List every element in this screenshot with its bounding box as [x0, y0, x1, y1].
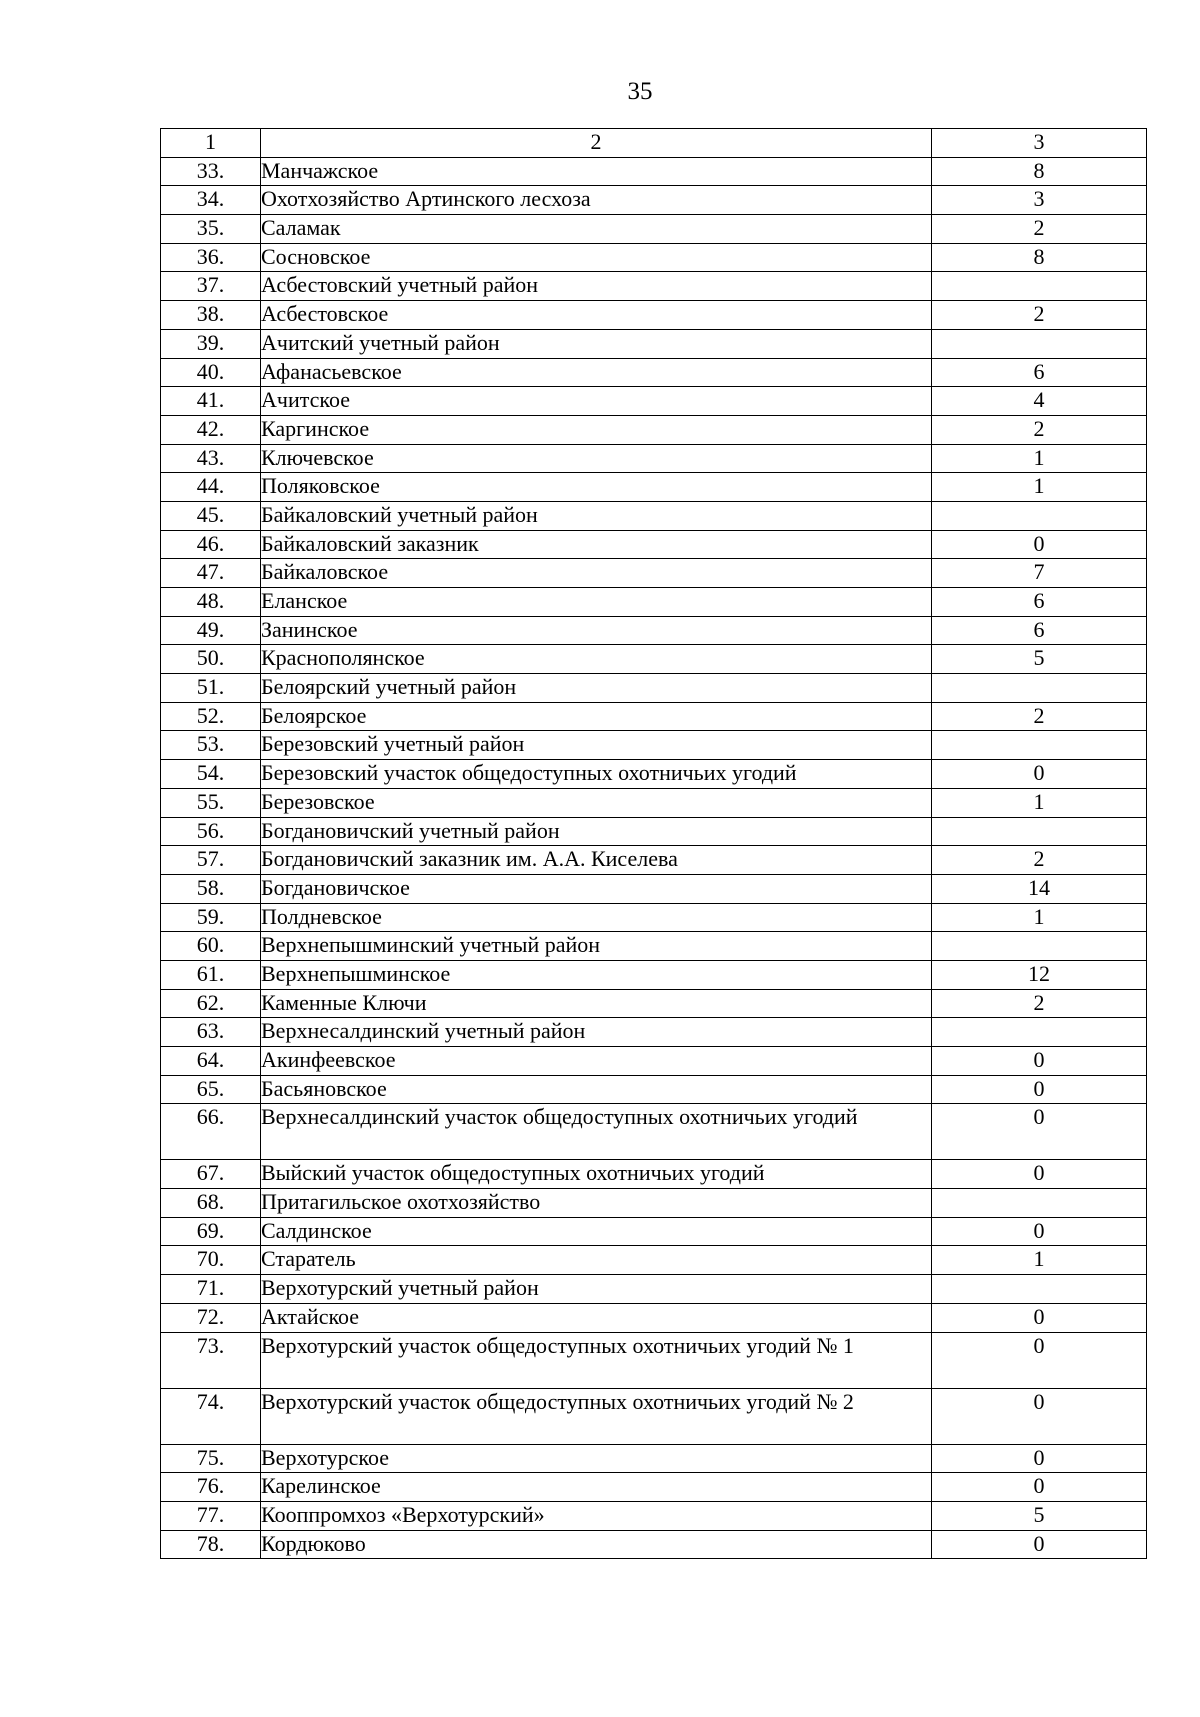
row-number: 42.: [161, 415, 261, 444]
row-number: 49.: [161, 616, 261, 645]
row-name: Краснополянское: [261, 645, 932, 674]
row-name: Афанасьевское: [261, 358, 932, 387]
row-value: 6: [932, 616, 1147, 645]
row-value: 2: [932, 702, 1147, 731]
row-number: 68.: [161, 1189, 261, 1218]
row-value: 0: [932, 760, 1147, 789]
table-row: [161, 1303, 1147, 1332]
table-row: [161, 1444, 1147, 1473]
table-row: [161, 473, 1147, 502]
row-name: Саламак: [261, 215, 932, 244]
table-row: [161, 1160, 1147, 1189]
table-row: [161, 301, 1147, 330]
row-value: 5: [932, 645, 1147, 674]
row-name: Байкаловский заказник: [261, 530, 932, 559]
row-name: Охотхозяйство Артинского лесхоза: [261, 186, 932, 215]
row-number: 38.: [161, 301, 261, 330]
table-row: [161, 1018, 1147, 1047]
table-row: [161, 329, 1147, 358]
table-row: [161, 1246, 1147, 1275]
row-value: 1: [932, 1246, 1147, 1275]
table-row: [161, 1217, 1147, 1246]
table-row: [161, 874, 1147, 903]
table-row: [161, 1275, 1147, 1304]
row-number: 54.: [161, 760, 261, 789]
row-number: 75.: [161, 1444, 261, 1473]
table-row: [161, 645, 1147, 674]
row-name: Акинфеевское: [261, 1047, 932, 1076]
row-number: 45.: [161, 501, 261, 530]
row-number: 44.: [161, 473, 261, 502]
row-number: 63.: [161, 1018, 261, 1047]
row-value: 14: [932, 874, 1147, 903]
row-value: 2: [932, 301, 1147, 330]
row-value: 0: [932, 530, 1147, 559]
row-name: Сосновское: [261, 243, 932, 272]
table-row: [161, 731, 1147, 760]
row-name: Выйский участок общедоступных охотничьих угодий: [261, 1160, 932, 1189]
row-name: Ключевское: [261, 444, 932, 473]
row-name: Байкаловский учетный район: [261, 501, 932, 530]
row-value: 3: [932, 186, 1147, 215]
row-value: 1: [932, 444, 1147, 473]
row-value: 0: [932, 1047, 1147, 1076]
row-number: 57.: [161, 846, 261, 875]
row-number: 70.: [161, 1246, 261, 1275]
row-name: Карелинское: [261, 1473, 932, 1502]
row-number: 37.: [161, 272, 261, 301]
row-number: 61.: [161, 960, 261, 989]
table-row: [161, 960, 1147, 989]
row-value: [932, 674, 1147, 703]
table-row: [161, 157, 1147, 186]
table-row: [161, 415, 1147, 444]
row-value: 0: [932, 1530, 1147, 1559]
row-name: Березовское: [261, 788, 932, 817]
row-number: 55.: [161, 788, 261, 817]
table-row: [161, 1530, 1147, 1559]
table-row: [161, 702, 1147, 731]
row-name: Богдановичский заказник им. А.А. Киселева: [261, 846, 932, 875]
table-body: [161, 129, 1147, 1559]
row-number: 60.: [161, 932, 261, 961]
table-row: [161, 989, 1147, 1018]
table-row: [161, 846, 1147, 875]
table-row: [161, 588, 1147, 617]
table-row: [161, 272, 1147, 301]
row-value: [932, 731, 1147, 760]
row-name: Поляковское: [261, 473, 932, 502]
table-row: [161, 1075, 1147, 1104]
table-row: [161, 559, 1147, 588]
table-row: [161, 1388, 1147, 1444]
row-name: Верхнепышминский учетный район: [261, 932, 932, 961]
row-value: 2: [932, 215, 1147, 244]
row-name: Полдневское: [261, 903, 932, 932]
row-number: 35.: [161, 215, 261, 244]
table-row: [161, 1189, 1147, 1218]
row-value: [932, 932, 1147, 961]
row-number: 62.: [161, 989, 261, 1018]
row-value: 0: [932, 1332, 1147, 1388]
row-value: 12: [932, 960, 1147, 989]
row-name: Верхнесалдинский участок общедоступных охотничьих угодий: [261, 1104, 932, 1160]
row-value: 0: [932, 1104, 1147, 1160]
row-number: 52.: [161, 702, 261, 731]
row-value: 8: [932, 243, 1147, 272]
row-name: Еланское: [261, 588, 932, 617]
table-row: [161, 501, 1147, 530]
row-number: 71.: [161, 1275, 261, 1304]
row-name: Асбестовское: [261, 301, 932, 330]
row-number: 73.: [161, 1332, 261, 1388]
table-row: [161, 760, 1147, 789]
row-value: 0: [932, 1217, 1147, 1246]
row-value: 5: [932, 1501, 1147, 1530]
row-number: 78.: [161, 1530, 261, 1559]
page-number: 35: [627, 78, 653, 105]
row-number: 34.: [161, 186, 261, 215]
row-value: 1: [932, 473, 1147, 502]
row-value: [932, 329, 1147, 358]
row-number: 77.: [161, 1501, 261, 1530]
row-value: [932, 501, 1147, 530]
row-value: 0: [932, 1444, 1147, 1473]
row-value: 1: [932, 788, 1147, 817]
row-value: 6: [932, 588, 1147, 617]
row-number: 64.: [161, 1047, 261, 1076]
row-name: Кордюково: [261, 1530, 932, 1559]
row-number: 53.: [161, 731, 261, 760]
row-number: 66.: [161, 1104, 261, 1160]
table-row: [161, 932, 1147, 961]
row-value: 8: [932, 157, 1147, 186]
row-number: 46.: [161, 530, 261, 559]
row-name: Богдановичский учетный район: [261, 817, 932, 846]
row-value: 6: [932, 358, 1147, 387]
table-row: [161, 903, 1147, 932]
row-name: Верхотурское: [261, 1444, 932, 1473]
header-cell-2: 2: [261, 129, 932, 158]
row-number: 43.: [161, 444, 261, 473]
row-value: 1: [932, 903, 1147, 932]
table-row: [161, 215, 1147, 244]
row-number: 48.: [161, 588, 261, 617]
row-number: 72.: [161, 1303, 261, 1332]
row-number: 69.: [161, 1217, 261, 1246]
row-name: Старатель: [261, 1246, 932, 1275]
row-name: Кооппромхоз «Верхотурский»: [261, 1501, 932, 1530]
row-number: 47.: [161, 559, 261, 588]
row-name: Березовский учетный район: [261, 731, 932, 760]
row-name: Богдановичское: [261, 874, 932, 903]
table-row: [161, 817, 1147, 846]
table-row: [161, 358, 1147, 387]
row-number: 33.: [161, 157, 261, 186]
row-name: Притагильское охотхозяйство: [261, 1189, 932, 1218]
row-value: 0: [932, 1388, 1147, 1444]
table-row: [161, 387, 1147, 416]
row-number: 41.: [161, 387, 261, 416]
row-name: Верхотурский учетный район: [261, 1275, 932, 1304]
row-value: 4: [932, 387, 1147, 416]
row-number: 76.: [161, 1473, 261, 1502]
table-row: [161, 616, 1147, 645]
table-header-row: [161, 129, 1147, 158]
row-name: Басьяновское: [261, 1075, 932, 1104]
row-name: Белоярское: [261, 702, 932, 731]
row-name: Верхотурский участок общедоступных охотничьих угодий № 2: [261, 1388, 932, 1444]
row-number: 36.: [161, 243, 261, 272]
row-name: Березовский участок общедоступных охотничьих угодий: [261, 760, 932, 789]
row-value: 2: [932, 989, 1147, 1018]
row-name: Актайское: [261, 1303, 932, 1332]
row-number: 74.: [161, 1388, 261, 1444]
row-value: 0: [932, 1160, 1147, 1189]
header-cell-3: 3: [932, 129, 1147, 158]
row-name: Салдинское: [261, 1217, 932, 1246]
row-number: 40.: [161, 358, 261, 387]
row-number: 67.: [161, 1160, 261, 1189]
row-value: 2: [932, 846, 1147, 875]
row-name: Белоярский учетный район: [261, 674, 932, 703]
row-number: 59.: [161, 903, 261, 932]
row-value: 0: [932, 1473, 1147, 1502]
row-name: Верхнесалдинский учетный район: [261, 1018, 932, 1047]
row-number: 50.: [161, 645, 261, 674]
row-name: Байкаловское: [261, 559, 932, 588]
row-number: 51.: [161, 674, 261, 703]
row-name: Ачитское: [261, 387, 932, 416]
table-row: [161, 444, 1147, 473]
row-value: 7: [932, 559, 1147, 588]
table-row: [161, 1047, 1147, 1076]
table-row: [161, 1332, 1147, 1388]
row-name: Манчажское: [261, 157, 932, 186]
data-table: [160, 128, 1147, 1559]
row-name: Верхотурский участок общедоступных охотничьих угодий № 1: [261, 1332, 932, 1388]
table-row: [161, 1501, 1147, 1530]
row-name: Верхнепышминское: [261, 960, 932, 989]
table-row: [161, 530, 1147, 559]
row-value: [932, 1189, 1147, 1218]
table-row: [161, 243, 1147, 272]
table-row: [161, 186, 1147, 215]
table-row: [161, 1473, 1147, 1502]
row-value: [932, 1275, 1147, 1304]
row-name: Каргинское: [261, 415, 932, 444]
table-row: [161, 1104, 1147, 1160]
row-name: Асбестовский учетный район: [261, 272, 932, 301]
row-value: 2: [932, 415, 1147, 444]
row-number: 65.: [161, 1075, 261, 1104]
header-cell-1: 1: [161, 129, 261, 158]
row-value: [932, 272, 1147, 301]
row-name: Ачитский учетный район: [261, 329, 932, 358]
row-value: 0: [932, 1075, 1147, 1104]
row-number: 58.: [161, 874, 261, 903]
table-row: [161, 674, 1147, 703]
row-number: 39.: [161, 329, 261, 358]
row-value: [932, 1018, 1147, 1047]
row-name: Занинское: [261, 616, 932, 645]
table-row: [161, 788, 1147, 817]
row-number: 56.: [161, 817, 261, 846]
row-value: [932, 817, 1147, 846]
row-name: Каменные Ключи: [261, 989, 932, 1018]
row-value: 0: [932, 1303, 1147, 1332]
